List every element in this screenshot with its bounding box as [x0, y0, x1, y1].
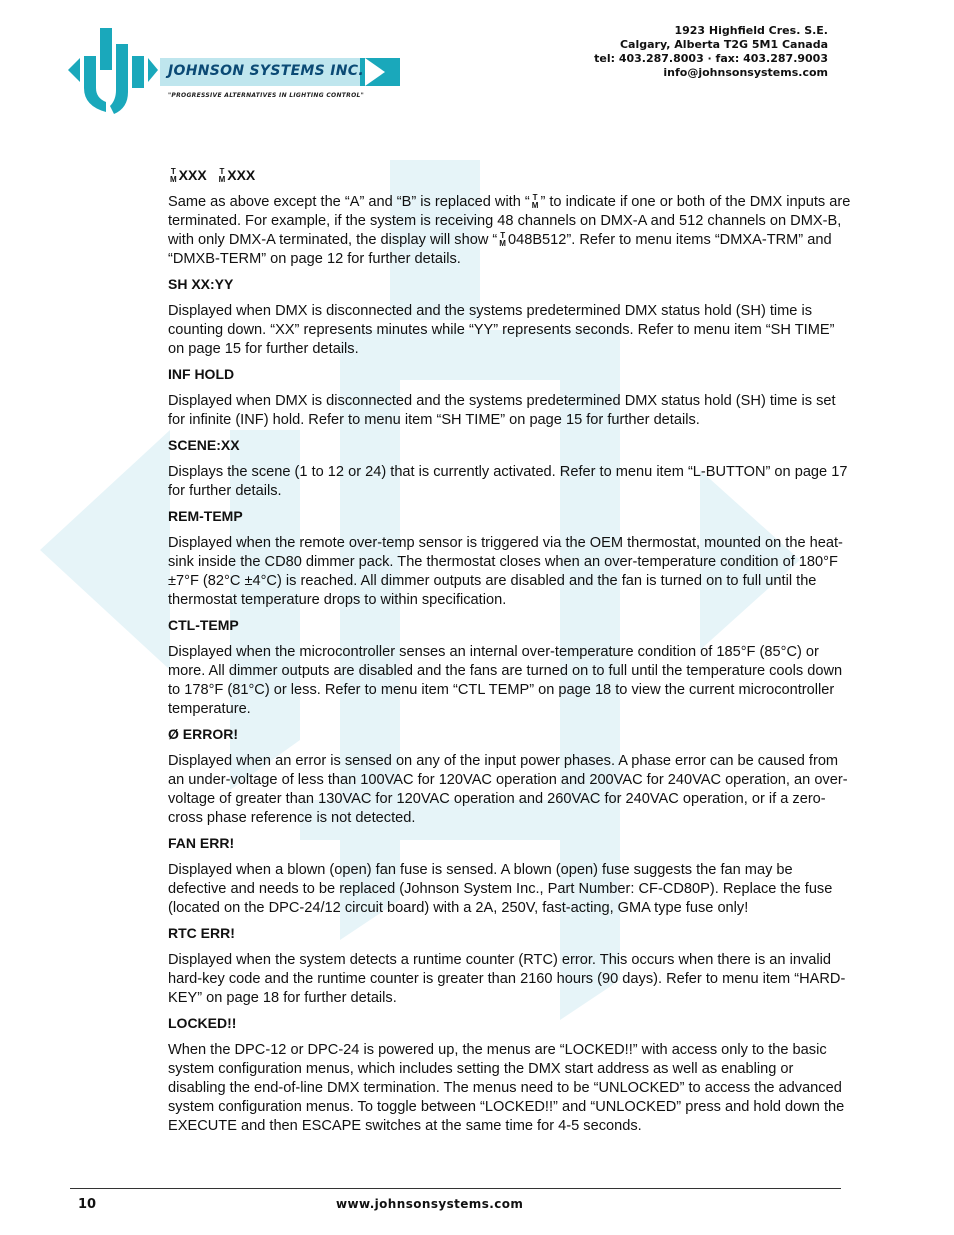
main-content — [168, 166, 852, 1142]
tm-symbol: T M — [218, 167, 226, 184]
section-heading-phase-error: Ø ERROR! — [168, 726, 238, 742]
section-text-rem-temp: Displayed when the remote over-temp sensor is triggered via the OEM thermostat, mounted on the heat-sink inside the CD80 dimmer pack. The thermostat closes when an over-temperature condition of 180°F ±7°F (82°C ±4°C) is reached. All dimmer outputs are disabled and the fan is turned on to full until the thermostat temperature drops to within specification. — [168, 535, 843, 608]
section-text-terminated: Same as above except the “A” and “B” is replaced with “ T M ” to indicate if one or both of the DMX inputs are terminated. For example, if the system is receiving 48 channels on DMX-A and 512 channels on DMX-B, with only DMX-A terminated, the display will show “ T M 048B512”. Refer to menu items “DMXA-TRM” and “DMXB-TERM” on page 12 for further details. — [168, 193, 851, 267]
section-heading-rem-temp: REM-TEMP — [168, 508, 243, 524]
address-email: info@johnsonsystems.com — [663, 66, 828, 79]
section-heading-locked: LOCKED!! — [168, 1015, 237, 1031]
section-text-rtc-err: Displayed when the system detects a runtime counter (RTC) error. This occurs when there is an invalid hard-key code and the runtime counter is greater than 2160 hours (90 days). Refer to menu item “HARD-KEY” on page 18 for further details. — [168, 952, 846, 1006]
company-banner — [160, 58, 400, 86]
section-heading-fan-err: FAN ERR! — [168, 835, 235, 851]
company-tagline: "PROGRESSIVE ALTERNATIVES IN LIGHTING CONTROL" — [168, 92, 365, 99]
section-text-scene: Displays the scene (1 to 12 or 24) that is currently activated. Refer to menu item “L-BUTTON” on page 17 for further details. — [168, 464, 848, 499]
section-heading-terminated: T M XXX T M XXX — [170, 167, 256, 184]
footer-divider — [70, 1188, 841, 1189]
section-text-inf-hold: Displayed when DMX is disconnected and the systems predetermined DMX status hold (SH) time is set for infinite (INF) hold. Refer to menu item “SH TIME” on page 15 for further details. — [168, 393, 836, 428]
js-logo-icon — [66, 26, 158, 116]
website-link[interactable]: www.johnsonsystems.com — [336, 1197, 524, 1211]
company-address — [594, 24, 828, 80]
address-city: Calgary, Alberta T2G 5M1 Canada — [619, 38, 828, 51]
section-text-ctl-temp: Displayed when the microcontroller senses an internal over-temperature condition of 185°F (85°C) or more. All dimmer outputs are disabled and the fans are turned on to full until the temperature cools down to 178°F (81°C) or less. Refer to menu item “CTL TEMP” on page 18 to view the current microcontroller temperature. — [168, 644, 843, 717]
page-number: 10 — [78, 1197, 97, 1212]
section-heading-inf-hold: INF HOLD — [168, 366, 235, 382]
tm-symbol: T M — [499, 231, 506, 248]
section-heading-scene: SCENE:XX — [168, 437, 240, 453]
company-name: JOHNSON SYSTEMS INC. — [168, 63, 364, 79]
tm-symbol: T M — [531, 193, 539, 210]
tm-symbol: T M — [170, 167, 177, 184]
section-text-fan-err: Displayed when a blown (open) fan fuse is sensed. A blown (open) fuse suggests the fan may be defective and needs to be replaced (Johnson System Inc., Part Number: CF-CD80P). Replace the fuse (located on the DPC-24/12 circuit board) with a 2A, 250V, fast-acting, GMA type fuse only! — [168, 862, 833, 916]
section-text-phase-error: Displayed when an error is sensed on any of the input power phases. A phase error can be caused from an under-voltage of less than 100VAC for 120VAC operation and 200VAC for 240VAC operation, an over-voltage of greater than 130VAC for 120VAC operation and 260VAC for 240VAC operation, or if a zero-cross phase reference is not detected. — [168, 753, 848, 826]
section-text-sh: Displayed when DMX is disconnected and the systems predetermined DMX status hold (SH) time is counting down. “XX” represents minutes while “YY” represents seconds. Refer to menu item “SH TIME” on page 15 for further details. — [168, 303, 835, 357]
address-street: 1923 Highfield Cres. S.E. — [674, 24, 828, 37]
section-heading-rtc-err: RTC ERR! — [168, 925, 235, 941]
section-text-locked: When the DPC-12 or DPC-24 is powered up, the menus are “LOCKED!!” with access only to the basic system configuration menus, which includes setting the DMX start address as well as enabling or disabling the end-of-line DMX termination. The menus need to be “UNLOCKED” to access the advanced system configuration menus. To toggle between “LOCKED!!” and “UNLOCKED” press and hold down the EXECUTE and then ESCAPE switches at the same time for 4-5 seconds. — [168, 1042, 845, 1134]
section-heading-sh: SH XX:YY — [168, 276, 234, 292]
section-heading-ctl-temp: CTL-TEMP — [168, 617, 239, 633]
address-phone-fax: tel: 403.287.8003 · fax: 403.287.9003 — [594, 52, 828, 65]
